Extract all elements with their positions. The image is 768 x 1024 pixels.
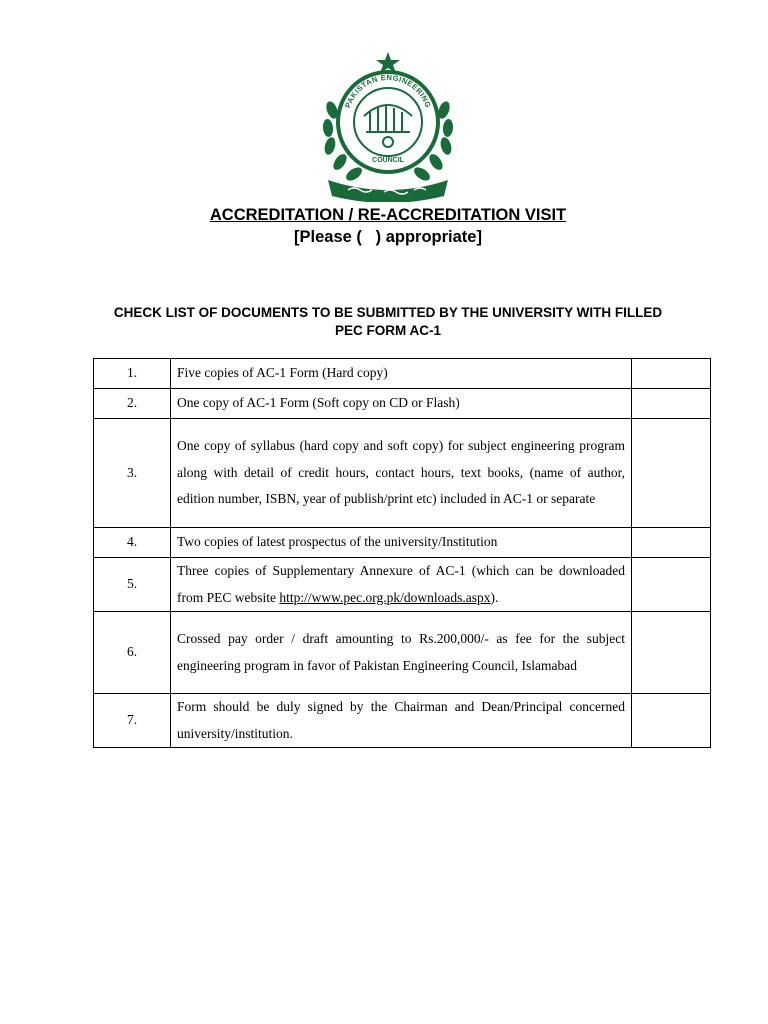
- table-row: [94, 528, 711, 558]
- row-number: 5.: [94, 558, 171, 612]
- checklist-table: [93, 358, 711, 748]
- row-number: 2.: [94, 389, 171, 419]
- table-row: [94, 694, 711, 748]
- table-row: [94, 389, 711, 419]
- svg-text:PAKISTAN ENGINEERING: PAKISTAN ENGINEERING: [343, 72, 433, 110]
- check-cell[interactable]: [632, 558, 711, 612]
- table-row: [94, 612, 711, 694]
- row-description: One copy of AC-1 Form (Soft copy on CD or Flash): [171, 389, 632, 419]
- table-row: [94, 558, 711, 612]
- row-description: Form should be duly signed by the Chairman and Dean/Principal concerned university/institution.: [171, 694, 632, 748]
- row-number: 3.: [94, 419, 171, 528]
- row-number: 4.: [94, 528, 171, 558]
- pec-logo: [314, 50, 462, 202]
- row-number: 1.: [94, 359, 171, 389]
- check-cell[interactable]: [632, 419, 711, 528]
- table-row: [94, 419, 711, 528]
- page-subtitle: [Please ( ) appropriate]: [294, 228, 482, 246]
- row-description: Five copies of AC-1 Form (Hard copy): [171, 359, 632, 389]
- row-description: Crossed pay order / draft amounting to Rs.200,000/- as fee for the subject engineering program in favor of Pakistan Engineering Council, Islamabad: [171, 612, 632, 694]
- pec-downloads-link[interactable]: http://www.pec.org.pk/downloads.aspx: [279, 589, 491, 605]
- check-cell[interactable]: [632, 694, 711, 748]
- check-cell[interactable]: [632, 612, 711, 694]
- row-description: Two copies of latest prospectus of the university/Institution: [171, 528, 632, 558]
- check-cell[interactable]: [632, 359, 711, 389]
- row-description: Three copies of Supplementary Annexure of AC-1 (which can be downloaded from PEC website http://www.pec.org.pk/downloads.aspx).: [171, 558, 632, 612]
- star-icon: [376, 52, 400, 73]
- svg-text:COUNCIL: COUNCIL: [372, 157, 404, 164]
- row-number: 7.: [94, 694, 171, 748]
- check-cell[interactable]: [632, 389, 711, 419]
- row-number: 6.: [94, 612, 171, 694]
- page-title: ACCREDITATION / RE-ACCREDITATION VISIT: [209, 206, 567, 224]
- checklist-heading: CHECK LIST OF DOCUMENTS TO BE SUBMITTED BY THE UNIVERSITY WITH FILLED PEC FORM AC-1: [113, 305, 663, 338]
- table-row: [94, 359, 711, 389]
- check-cell[interactable]: [632, 528, 711, 558]
- row-description: One copy of syllabus (hard copy and soft copy) for subject engineering program along with detail of credit hours, contact hours, text books, (name of author, edition number, ISBN, year of publish/print etc) included in AC-1 or separate: [171, 419, 632, 528]
